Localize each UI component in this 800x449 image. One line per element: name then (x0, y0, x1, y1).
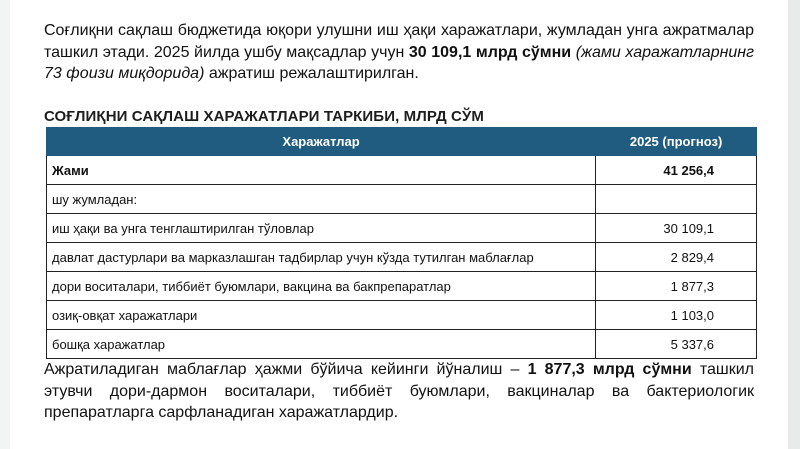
intro-amount: 30 109,1 млрд сўмни (408, 43, 572, 61)
outro-paragraph (44, 359, 754, 424)
row-label: иш ҳақи ва унга тенглаштирилган тўловлар (47, 214, 596, 243)
expenses-table (46, 127, 757, 359)
row-label: бошқа харажатлар (47, 330, 596, 359)
row-label: давлат дастурлари ва марказлашган тадбирлар учун кўзда тутилган маблағлар (47, 243, 596, 272)
table-title: СОҒЛИҚНИ САҚЛАШ ХАРАЖАТЛАРИ ТАРКИБИ, МЛРД СЎМ (44, 108, 484, 125)
row-value: 1 103,0 (596, 301, 757, 330)
intro-text-2: ажратиш режалаштирилган. (204, 65, 419, 82)
row-label: озиқ-овқат харажатлари (47, 301, 596, 330)
outro-text-1: Ажратиладиган маблағлар ҳажми бўйича кейинги йўналиш – (44, 361, 528, 378)
table-row (47, 301, 757, 330)
row-value: 1 877,3 (596, 272, 757, 301)
row-value: 30 109,1 (596, 214, 757, 243)
row-value: 2 829,4 (596, 243, 757, 272)
row-label: Жами (47, 156, 596, 185)
intro-paragraph (44, 20, 754, 85)
header-2025-forecast: 2025 (прогноз) (596, 128, 757, 156)
row-value (596, 185, 757, 214)
row-label: шу жумладан: (47, 185, 596, 214)
table-header-row (47, 128, 757, 156)
row-value: 5 337,6 (596, 330, 757, 359)
row-label: дори воситалари, тиббиёт буюмлари, вакцина ва бакпрепаратлар (47, 272, 596, 301)
table-row (47, 330, 757, 359)
intro-text-1: Соғлиқни сақлаш бюджетида юқори улушни иш ҳақи харажатлари, жумладан унга ажратмалар ташкил этади. 2025 йилда ушбу мақсадлар учун (44, 22, 754, 61)
slide (10, 0, 788, 449)
outro-amount: 1 877,3 млрд сўмни (527, 361, 692, 378)
table-row (47, 185, 757, 214)
row-value: 41 256,4 (596, 156, 757, 185)
table-row (47, 214, 757, 243)
table-row (47, 243, 757, 272)
intro-note: (жами харажатларнинг 73 фоизи миқдорида) (44, 43, 754, 82)
table-row-total (47, 156, 757, 185)
header-expenses: Харажатлар (47, 128, 596, 156)
outro-text-2: ташкил этувчи дори-дармон воситалари, тиббиёт буюмлари, вакциналар ва бактериологик препаратларга сарфланадиган харажатлардир. (44, 361, 755, 421)
page-edge (788, 0, 800, 449)
table-row (47, 272, 757, 301)
